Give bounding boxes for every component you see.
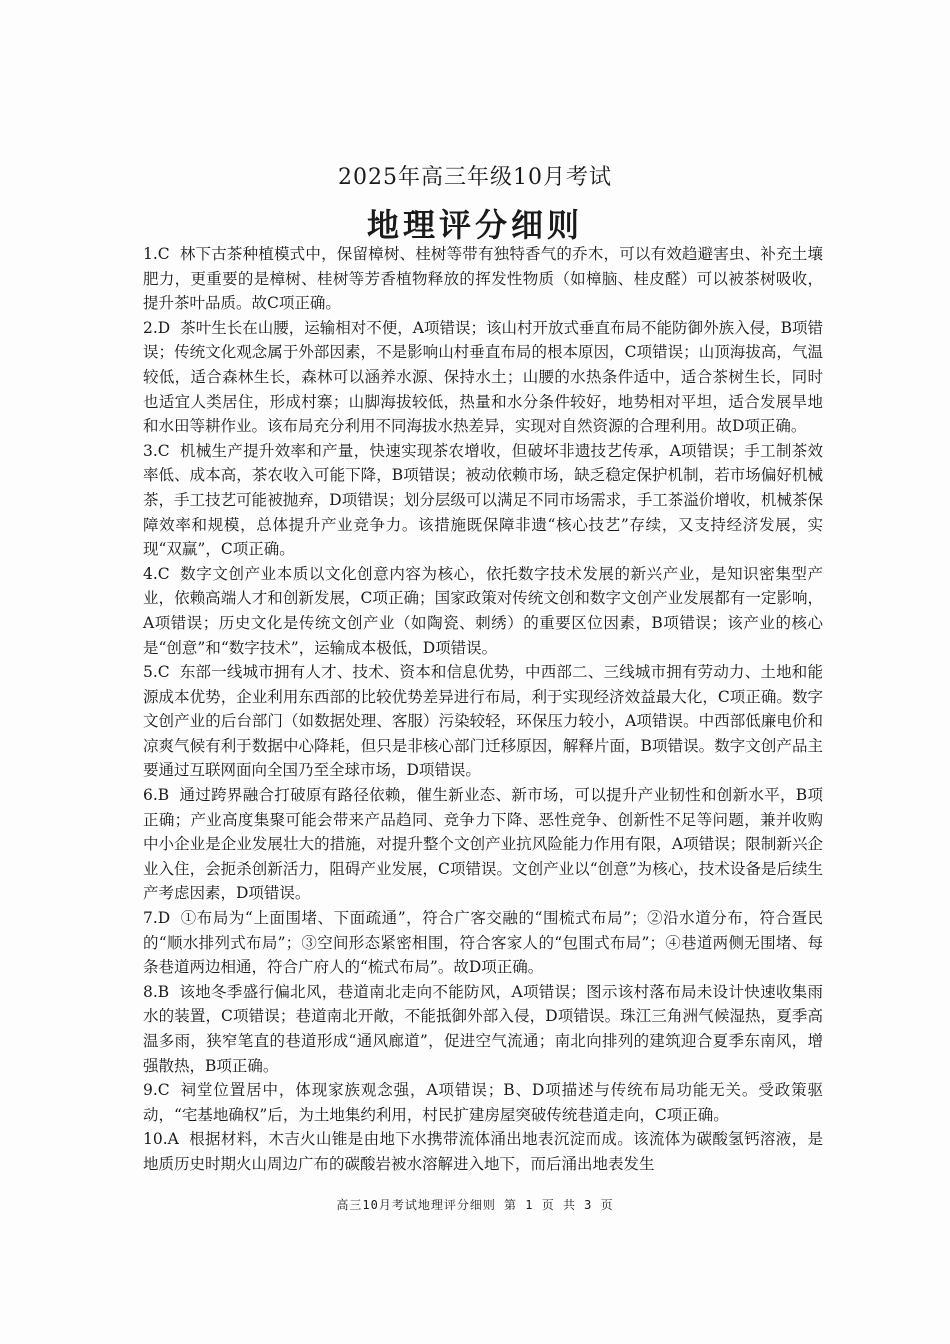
page-footer: 高三10月考试地理评分细则 第 1 页 共 3 页 <box>336 1198 614 1212</box>
answer-number: 1.C <box>143 245 170 263</box>
answer-number: 8.B <box>143 982 170 1001</box>
answer-explanation: 机械生产提升效率和产量，快速实现茶农增收，但破坏非遗技艺传承，A项错误；手工制茶效率低、成本高，茶农收入可能下降，B项错误；被动依赖市场，缺乏稳定保护机制，若市场偏好机械茶，手工技艺可能被抛弃，D项错误；划分层级可以满足不同市场需求，手工茶溢价增收，机械茶保障效率和规模，总体提升产业竞争力。该措施既保障非遗“核心技艺”存续，又支持经济发展，实现“双赢”，C项正确。 <box>143 441 823 559</box>
answer-number: 6.B <box>143 786 170 805</box>
answer-number: 7.D <box>143 909 171 928</box>
answer-number: 5.C <box>143 663 170 682</box>
answer-explanation: 祠堂位置居中，体现家族观念强，A项错误；B、D项描述与传统布局功能无关。受政策驱动，“宅基地确权”后，为土地集约利用，村民扩建房屋突破传统巷道走向，C项正确。 <box>143 1081 823 1124</box>
answer-number: 9.C <box>143 1081 170 1100</box>
answer-number: 2.D <box>143 318 171 337</box>
answer-explanation: 数字文创产业本质以文化创意内容为核心，依托数字技术发展的新兴产业，是知识密集型产业，依赖高端人才和创新发展，C项正确；国家政策对传统文创和数字文创产业发展都有一定影响，A项错误；历史文化是传统文创产业（如陶瓷、刺绣）的重要区位因素，B项错误；该产业的核心是“创意”和“数字技术”，运输成本极低，D项错误。 <box>143 564 823 657</box>
answer-item-10 <box>143 1127 823 1176</box>
exam-title: 2025年高三年级10月考试 <box>338 165 612 190</box>
answer-item-2 <box>143 316 823 439</box>
main-title: 地理评分细则 <box>366 206 583 244</box>
answer-number: 10.A <box>143 1130 179 1149</box>
answer-list <box>143 242 823 1177</box>
answer-item-6 <box>143 783 823 906</box>
answer-item-1 <box>143 242 823 316</box>
answer-explanation: 通过跨界融合打破原有路径依赖，催生新业态、新市场，可以提升产业韧性和创新水平，B项正确；产业高度集聚可能会带来产品趋同、竞争力下降、恶性竞争、创新性不足等问题，兼并收购中小企业是企业发展壮大的措施，对提升整个文创产业抗风险能力作用有限，A项错误；限制新兴企业入住，会扼杀创新活力，阻碍产业发展，C项错误。文创产业以“创意”为核心，技术设备是后续生产考虑因素，D项错误。 <box>143 786 823 903</box>
answer-explanation: 茶叶生长在山腰，运输相对不便，A项错误；该山村开放式垂直布局不能防御外族入侵，B项错误；传统文化观念属于外部因素，不是影响山村垂直布局的根本原因，C项错误；山顶海拔高，气温较低，适合森林生长，森林可以涵养水源、保持水土；山腰的水热条件适中，适合茶树生长，同时也适宜人类居住，形成村寨；山脚海拔较低，热量和水分条件较好，地势相对平坦，适合发展旱地和水田等耕作业。该布局充分利用不同海拔水热差异，实现对自然资源的合理利用。故D项正确。 <box>143 318 823 436</box>
answer-explanation: 根据材料，木吉火山锥是由地下水携带流体涌出地表沉淀而成。该流体为碳酸氢钙溶液，是地质历史时期火山周边广布的碳酸岩被水溶解进入地下，而后涌出地表发生 <box>143 1130 823 1173</box>
answer-explanation: 该地冬季盛行偏北风，巷道南北走向不能防风，A项错误；图示该村落布局未设计快速收集雨水的装置，C项错误；巷道南北开敞，不能抵御外部入侵，D项错误。珠江三角洲气候湿热，夏季高温多雨，狭窄笔直的巷道形成“通风廊道”，促进空气流通；南北向排列的建筑迎合夏季东南风，增强散热，B项正确。 <box>143 982 823 1075</box>
answer-item-5 <box>143 660 823 783</box>
answer-item-8 <box>143 980 823 1078</box>
answer-number: 4.C <box>143 564 170 583</box>
answer-item-4 <box>143 562 823 660</box>
answer-item-9 <box>143 1078 823 1127</box>
answer-explanation: ①布局为“上面围堵、下面疏通”，符合广客交融的“围梳式布局”；②沿水道分布，符合疍民的“顺水排列式布局”；③空间形态紧密相围，符合客家人的“包围式布局”；④巷道两侧无围堵、每条巷道两边相通，符合广府人的“梳式布局”。故D项正确。 <box>143 909 823 977</box>
answer-number: 3.C <box>143 441 170 460</box>
answer-item-3 <box>143 439 823 562</box>
answer-explanation: 东部一线城市拥有人才、技术、资本和信息优势，中西部二、三线城市拥有劳动力、土地和能源成本优势，企业利用东西部的比较优势差异进行布局，利于实现经济效益最大化，C项正确。数字文创产业的后台部门（如数据处理、客服）污染较轻，环保压力较小，A项错误。中西部低廉电价和凉爽气候有利于数据中心降耗，但只是非核心部门迁移原因，解释片面，B项错误。数字文创产品主要通过互联网面向全国乃至全球市场，D项错误。 <box>143 663 823 780</box>
answer-item-7 <box>143 906 823 980</box>
answer-explanation: 林下古茶种植模式中，保留樟树、桂树等带有独特香气的乔木，可以有效趋避害虫、补充土壤肥力，更重要的是樟树、桂树等芳香植物释放的挥发性物质（如樟脑、桂皮醛）可以被茶树吸收，提升茶叶品质。故C项正确。 <box>143 245 823 313</box>
